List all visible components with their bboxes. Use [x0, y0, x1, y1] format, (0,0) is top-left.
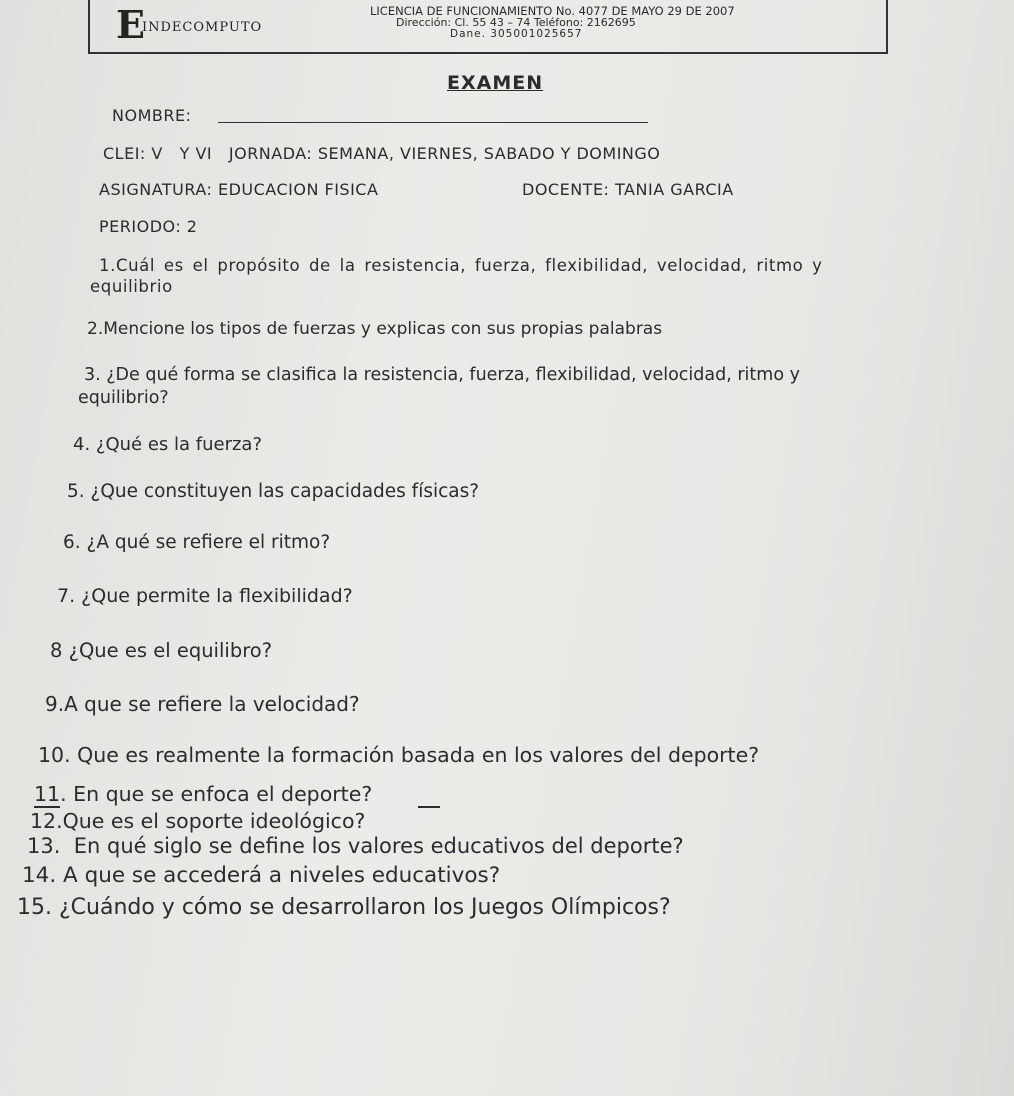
ink-underline-question-mark	[418, 806, 440, 808]
logo-letter: E	[116, 2, 145, 47]
license-line: LICENCIA DE FUNCIONAMIENTO No. 4077 DE MAYO 29 DE 2007	[370, 4, 735, 18]
question-6: 6. ¿A qué se refiere el ritmo?	[63, 532, 331, 553]
exam-title: EXAMEN	[447, 72, 544, 94]
period-line: PERIODO: 2	[99, 217, 198, 236]
question-1-line-1: 1.Cuál es el propósito de la resistencia, fuerza, flexibilidad, velocidad, ritmo y	[99, 256, 823, 275]
name-blank-line	[218, 122, 648, 123]
question-8: 8 ¿Que es el equilibro?	[50, 639, 273, 662]
question-11: 11. En que se enfoca el deporte?	[34, 782, 373, 806]
ink-underline-11	[34, 806, 60, 808]
question-7: 7. ¿Que permite la flexibilidad?	[57, 585, 353, 607]
dane-line: Dane. 305001025657	[450, 28, 583, 40]
question-12: 12.Que es el soporte ideológico?	[30, 809, 366, 833]
subject-line: ASIGNATURA: EDUCACION FISICA	[99, 180, 379, 199]
question-2: 2.Mencione los tipos de fuerzas y explicas con sus propias palabras	[87, 319, 663, 339]
question-9: 9.A que se refiere la velocidad?	[45, 692, 360, 716]
question-4: 4. ¿Qué es la fuerza?	[73, 434, 262, 455]
question-14: 14. A que se accederá a niveles educativos?	[22, 863, 501, 888]
name-label: NOMBRE:	[112, 106, 192, 125]
question-3-line-2: equilibrio?	[78, 388, 169, 408]
address-line: Dirección: Cl. 55 43 – 74 Teléfono: 2162695	[396, 16, 636, 29]
question-3-line-1: 3. ¿De qué forma se clasifica la resistencia, fuerza, flexibilidad, velocidad, ritmo y	[84, 365, 800, 385]
question-13: 13. En qué siglo se define los valores educativos del deporte?	[27, 834, 684, 858]
question-5: 5. ¿Que constituyen las capacidades físicas?	[67, 481, 480, 502]
teacher-line: DOCENTE: TANIA GARCIA	[522, 180, 734, 199]
clei-line: CLEI: V Y VI JORNADA: SEMANA, VIERNES, SABADO Y DOMINGO	[103, 144, 661, 163]
question-1-line-2: equilibrio	[90, 277, 173, 296]
question-15: 15. ¿Cuándo y cómo se desarrollaron los Juegos Olímpicos?	[17, 895, 671, 920]
question-10: 10. Que es realmente la formación basada en los valores del deporte?	[38, 743, 760, 767]
logo-name: INDECOMPUTO	[142, 20, 263, 35]
